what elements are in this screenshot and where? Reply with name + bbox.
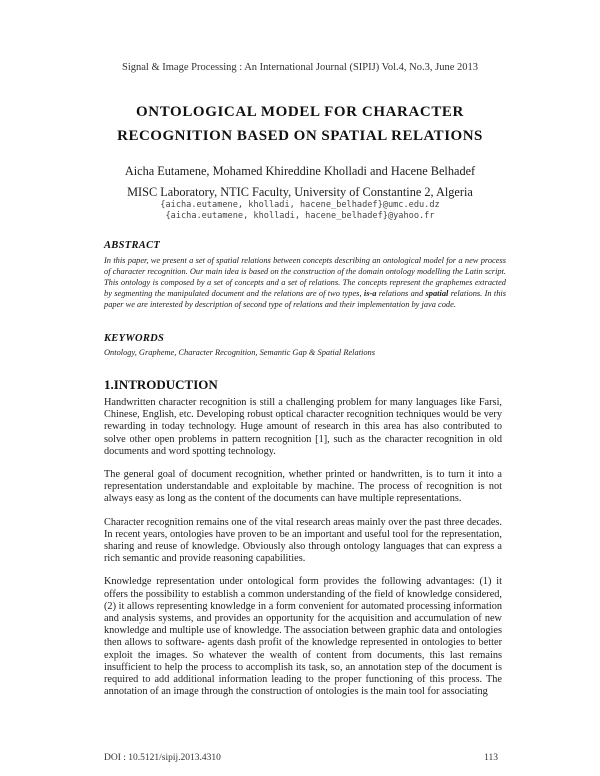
abstract-part-1: In this paper, we present a set of spatial relations between concepts describing an ontological model for a new process of character recognition. Our main idea is based on the construction of the domain ontology modelling the Latin script. This ontology is composed by a set of concepts and a set of relations. The concepts represent the graphemes extracted by segmenting the manipulated document and the relations are of two types, (104, 256, 506, 299)
abstract-bold-isa: is-a (363, 289, 377, 299)
keywords-text: Ontology, Grapheme, Character Recognition, Semantic Gap & Spatial Relations (104, 348, 375, 357)
title-line-2: RECOGNITION BASED ON SPATIAL RELATIONS (117, 128, 483, 144)
affiliation: MISC Laboratory, NTIC Faculty, University of Constantine 2, Algeria (127, 185, 473, 199)
paragraph: Knowledge representation under ontological form provides the following advantages: (1) it offers the possibility to establish a common understanding of the field of knowledge considered, (2) it allows representing knowledge in a form convenient for automated processing information and analysis systems, and provides an opportunity for the acquisition and accumulation of new knowledge and multiple use of knowledge. The association between graphic data and ontologies then allows to software- agents dash profit of the knowledge represented in ontologies to better exploit the images. So whatever the wealth of content from documents, this last remains insufficient to help the process to accomplish its task, so, an annotation step of the document is required to add additional information leading to the proper functioning of this process. The annotation of an image through the construction of ontologies is the main tool for associating (104, 576, 502, 698)
abstract-text (104, 255, 506, 310)
paragraph: The general goal of document recognition, whether printed or handwritten, is to turn it into a representation understandable and exploitable by machine. The process of recognition is not always easy as long as the content of the documents can have multiple representations. (104, 469, 502, 505)
paragraph: Handwritten character recognition is still a challenging problem for many languages like Farsi, Chinese, English, etc. Developing robust optical character recognition techniques would be very rewarding in today technology. Huge amount of research in this area has also contributed to solve other open problems in pattern recognition [1], such as the character recognition in old documents and word spotting technology. (104, 397, 502, 457)
paper-title (60, 100, 540, 148)
abstract-bold-spatial: spatial (425, 289, 449, 299)
email-line-2: {aicha.eutamene, kholladi, hacene_belhadef}@yahoo.fr (165, 211, 435, 221)
page-number: 113 (484, 753, 498, 763)
section-heading-introduction: 1.INTRODUCTION (104, 377, 218, 392)
title-line-1: ONTOLOGICAL MODEL FOR CHARACTER (136, 104, 464, 120)
author-list: Aicha Eutamene, Mohamed Khireddine Kholladi and Hacene Belhadef (124, 164, 476, 178)
abstract-part-2: relations and (376, 289, 426, 299)
keywords-heading: KEYWORDS (104, 333, 165, 344)
paragraph: Character recognition remains one of the vital research areas mainly over the past three decades. In recent years, ontologies have proven to be an important and useful tool for the representation, sharing and reuse of knowledge. Obviously also through ontology languages that can express a rich semantic and provide reasoning capabilities. (104, 516, 502, 565)
abstract-part-3: relations. In this paper we are interested by description of second type of relations and their implementation by java code. (104, 289, 507, 310)
introduction-body (104, 397, 502, 709)
journal-header: Signal & Image Processing : An International Journal (SIPIJ) Vol.4, No.3, June 2013 (122, 62, 478, 73)
email-line-1: {aicha.eutamene, kholladi, hacene_belhadef}@umc.edu.dz (160, 200, 440, 210)
doi-text: DOI : 10.5121/sipij.2013.4310 (104, 753, 221, 763)
abstract-heading: ABSTRACT (104, 240, 161, 251)
